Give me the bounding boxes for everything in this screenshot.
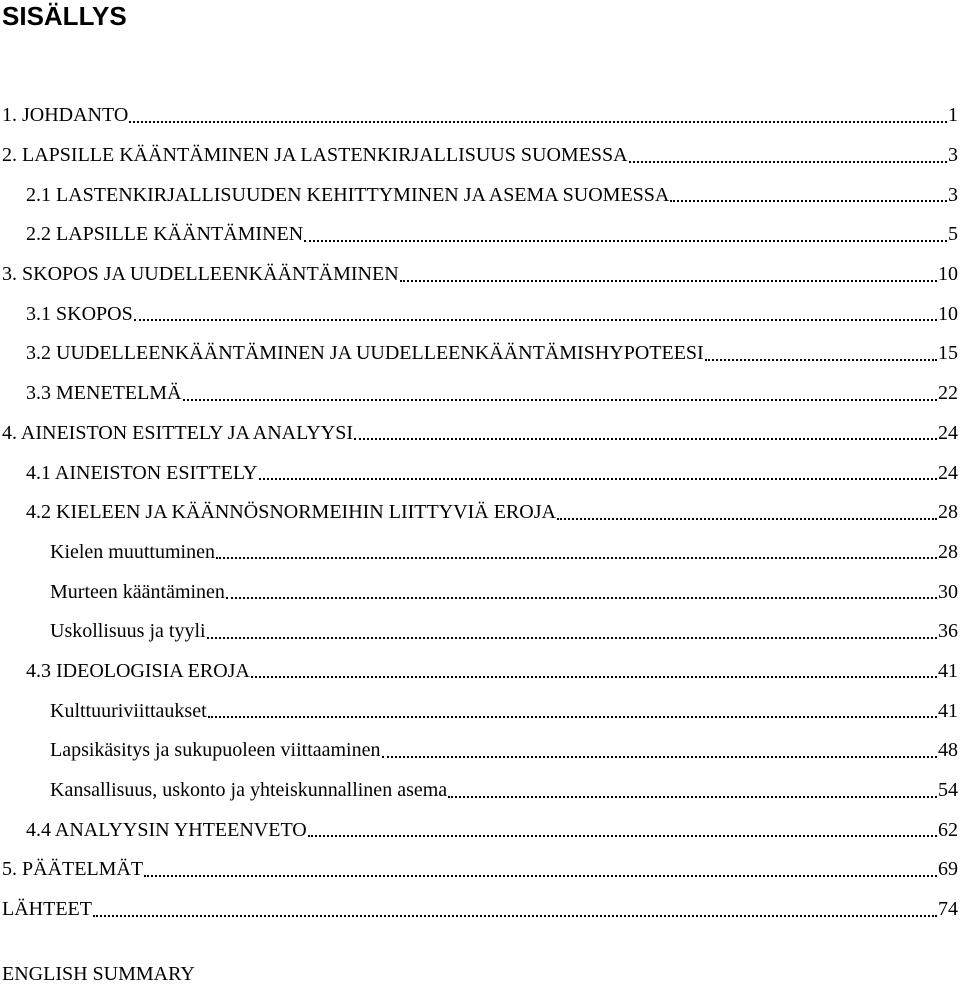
toc-entry-label: 4. AINEISTON ESITTELY JA ANALYYSI [2,421,353,444]
toc-entry[interactable] [0,294,958,334]
dot-leader [557,518,937,520]
toc-entry-label: 1. JOHDANTO [2,104,129,127]
dot-leader [226,597,937,599]
toc-entry-label: 3. SKOPOS JA UUDELLEENKÄÄNTÄMINEN [2,263,399,286]
toc-entry[interactable] [0,890,958,930]
dot-leader [93,915,937,917]
dot-leader [354,438,937,440]
toc-entry[interactable] [0,453,958,493]
dot-leader [216,557,937,559]
dot-leader [144,875,937,877]
toc-entry-label: 4.1 AINEISTON ESITTELY [26,461,258,484]
toc-entry-label: 4.4 ANALYYSIN YHTEENVETO [26,818,307,841]
toc-entry-page-number: 62 [938,818,958,841]
dot-leader [382,756,938,758]
dot-leader [134,319,937,321]
toc-entry[interactable] [0,175,958,215]
dot-leader [448,796,937,798]
toc-entry-page-number: 10 [938,302,958,325]
toc-entry[interactable] [0,255,958,295]
toc-entry[interactable] [0,96,958,136]
table-of-contents [0,96,958,929]
toc-entry[interactable] [0,652,958,692]
toc-entry-label: Kansallisuus, uskonto ja yhteiskunnallinen asema [50,779,448,802]
toc-entry-label: 4.2 KIELEEN JA KÄÄNNÖSNORMEIHIN LIITTYVIÄ EROJA [26,501,556,524]
toc-entry-label: Kielen muuttuminen [50,540,215,563]
dot-leader [308,835,937,837]
toc-entry-page-number: 1 [948,104,958,127]
toc-entry[interactable] [0,136,958,176]
dot-leader [259,478,938,480]
dot-leader [129,121,947,123]
toc-entry-label: 2.2 LAPSILLE KÄÄNTÄMINEN [26,223,304,246]
toc-entry-page-number: 5 [948,223,958,246]
toc-entry-label: 3.1 SKOPOS [26,302,133,325]
toc-entry-page-number: 41 [938,659,958,682]
toc-entry[interactable] [0,334,958,374]
toc-entry-label: 3.3 MENETELMÄ [26,382,182,405]
dot-leader [208,716,937,718]
toc-entry-page-number: 69 [938,858,958,881]
toc-entry-page-number: 24 [938,461,958,484]
toc-entry[interactable] [0,691,958,731]
toc-entry-page-number: 3 [948,144,958,167]
toc-entry[interactable] [0,414,958,454]
dot-leader [400,280,937,282]
toc-entry-page-number: 28 [938,501,958,524]
dot-leader [251,676,937,678]
toc-entry-label: Lapsikäsitys ja sukupuoleen viittaaminen [50,739,381,762]
toc-entry-page-number: 74 [938,898,958,921]
toc-entry-page-number: 30 [938,580,958,603]
toc-entry-page-number: 24 [938,421,958,444]
toc-entry[interactable] [0,215,958,255]
toc-entry-page-number: 41 [938,699,958,722]
toc-entry[interactable] [0,771,958,811]
english-summary-entry[interactable]: ENGLISH SUMMARY [2,963,195,985]
toc-entry-page-number: 54 [938,779,958,802]
toc-entry-label: Uskollisuus ja tyyli [50,620,206,643]
toc-entry[interactable] [0,493,958,533]
toc-entry-page-number: 36 [938,620,958,643]
dot-leader [207,637,937,639]
dot-leader [670,200,947,202]
toc-entry[interactable] [0,850,958,890]
toc-entry-page-number: 3 [948,183,958,206]
toc-entry-label: 3.2 UUDELLEENKÄÄNTÄMINEN JA UUDELLEENKÄÄNTÄMISHYPOTEESI [26,342,704,365]
toc-entry-page-number: 22 [938,382,958,405]
dot-leader [705,359,937,361]
dot-leader [304,240,947,242]
toc-entry-label: 2.1 LASTENKIRJALLISUUDEN KEHITTYMINEN JA ASEMA SUOMESSA [26,183,670,206]
toc-entry-page-number: 48 [938,739,958,762]
toc-entry[interactable] [0,374,958,414]
toc-entry-label: LÄHTEET [2,898,92,921]
toc-entry[interactable] [0,810,958,850]
toc-entry-label: 2. LAPSILLE KÄÄNTÄMINEN JA LASTENKIRJALLISUUS SUOMESSA [2,144,628,167]
toc-entry-label: 4.3 IDEOLOGISIA EROJA [26,659,250,682]
toc-entry-page-number: 28 [938,540,958,563]
toc-entry-label: Murteen kääntäminen [50,580,225,603]
page-title: SISÄLLYS [2,1,127,31]
dot-leader [629,161,947,163]
toc-entry[interactable] [0,572,958,612]
toc-entry[interactable] [0,533,958,573]
toc-entry[interactable] [0,731,958,771]
toc-entry-page-number: 10 [938,263,958,286]
toc-entry-label: Kulttuuriviittaukset [50,699,207,722]
toc-entry[interactable] [0,612,958,652]
dot-leader [183,399,937,401]
toc-entry-page-number: 15 [938,342,958,365]
toc-entry-label: 5. PÄÄTELMÄT [2,858,144,881]
